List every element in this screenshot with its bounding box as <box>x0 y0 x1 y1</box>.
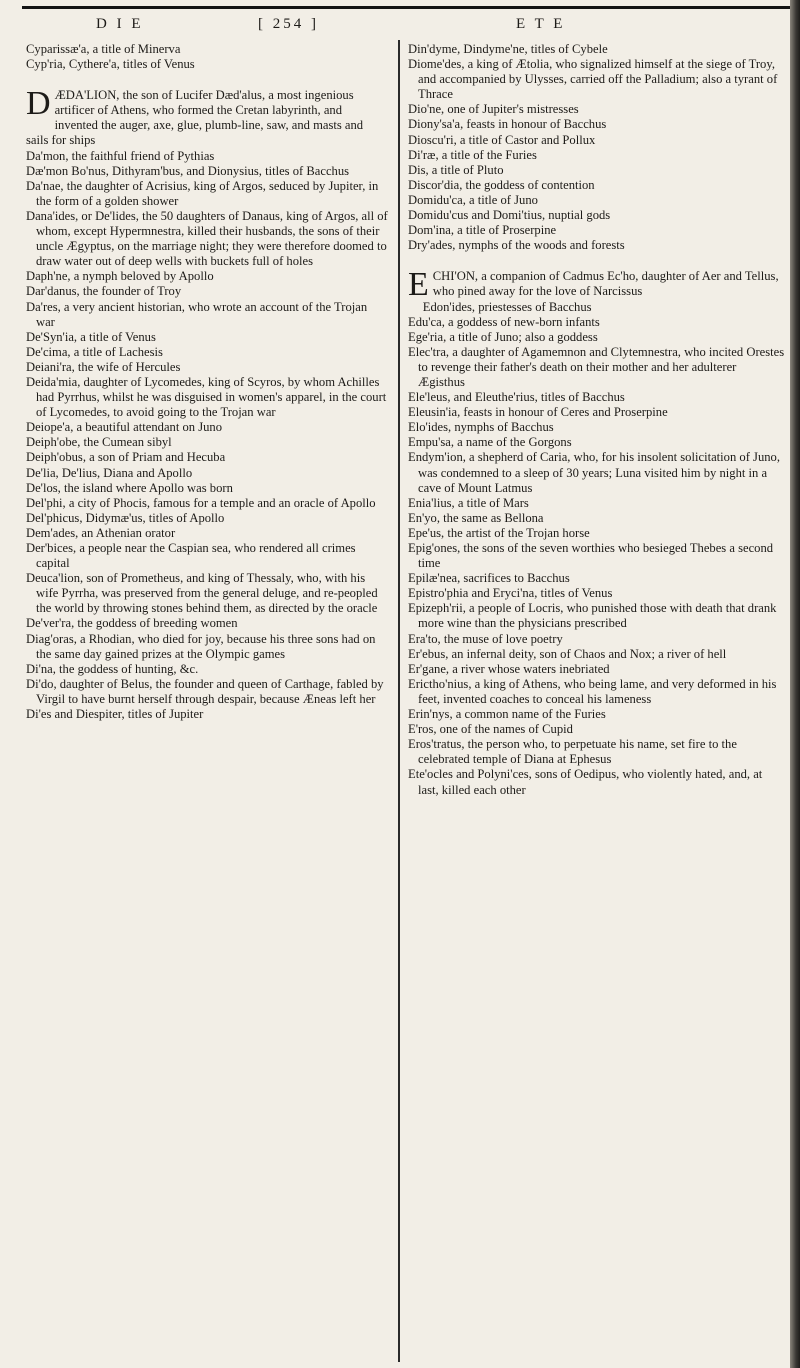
entry: Dry'ades, nymphs of the woods and forests <box>408 238 625 253</box>
entry: Er'gane, a river whose waters inebriated <box>408 661 610 676</box>
entry: Dana'ides, or De'lides, the 50 daughters of Danaus, king of Argos, all of whom, except Hypermnestra, killed their husbands, the sons of their uncle Ægyptus, on the marriage night; they were therefore doomed to draw water out of deep wells with buckets full of holes <box>26 208 388 269</box>
entry: Epig'ones, the sons of the seven worthies who besieged Thebes a second time <box>408 541 774 571</box>
entry: Ete'ocles and Polyni'ces, sons of Oedipus, who violently hated, and, at last, killed each other <box>408 767 763 797</box>
entry: Enia'lius, a title of Mars <box>408 495 529 510</box>
entry: Epilæ'nea, sacrifices to Bacchus <box>408 571 570 586</box>
entry: Era'to, the muse of love poetry <box>408 631 563 646</box>
running-head-right: E T E <box>516 16 566 32</box>
entry: Da'mon, the faithful friend of Pythias <box>26 148 215 163</box>
entry: Cyp'ria, Cythere'a, titles of Venus <box>26 57 195 72</box>
right-entries-before <box>408 42 786 253</box>
entry: Epe'us, the artist of the Trojan horse <box>408 525 590 540</box>
entry: Dioscu'ri, a title of Castor and Pollux <box>408 132 596 147</box>
left-column <box>26 42 388 722</box>
section-lead-e <box>408 266 786 304</box>
entry: Deuca'lion, son of Prometheus, and king of Thessaly, who, with his wife Pyrrha, was preserved from the general deluge, and re-peopled the world by throwing stones behind them, as directed by the oracle <box>26 571 378 616</box>
entry: Erin'nys, a common name of the Furies <box>408 707 606 722</box>
entry: Ele'leus, and Eleuthe'rius, titles of Bacchus <box>408 390 625 405</box>
entry: Di'na, the goddess of hunting, &c. <box>26 661 199 676</box>
running-head-left: D I E <box>96 16 144 32</box>
entry: Discor'dia, the goddess of contention <box>408 177 595 192</box>
column-divider <box>398 40 400 1362</box>
left-entries <box>26 149 388 723</box>
entry: De'Syn'ia, a title of Venus <box>26 329 156 344</box>
running-head <box>0 16 800 38</box>
entry: Elec'tra, a daughter of Agamemnon and Clytemnestra, who incited Orestes to revenge their father's death on their mother and her adulterer Ægisthus <box>408 344 785 389</box>
entry: Di'es and Diespiter, titles of Jupiter <box>26 707 204 722</box>
entry: Deida'mia, daughter of Lycomedes, king of Scyros, by whom Achilles had Pyrrhus, whilst he was disguised in women's apparel, in the court of Lycomedes, to avoid going to the Trojan war <box>26 374 387 420</box>
section-lead-text: CHI'ON, a companion of Cadmus Ec'ho, daughter of Aer and Tellus, who pined away for the love of Narcissus <box>432 269 779 299</box>
entry: Diony'sa'a, feasts in honour of Bacchus <box>408 117 607 132</box>
entry: Del'phicus, Didymæ'us, titles of Apollo <box>26 510 225 525</box>
entry: Deiph'obus, a son of Priam and Hecuba <box>26 450 226 465</box>
page-number: [ 254 ] <box>258 16 319 32</box>
entry: Epistro'phia and Eryci'na, titles of Venus <box>408 586 613 601</box>
entry: Diome'des, a king of Ætolia, who signalized himself at the siege of Troy, and accompanied by Ulysses, carried off the Palladium; also a tyrant of Thrace <box>408 57 778 102</box>
entry: Domidu'cus and Domi'tius, nuptial gods <box>408 208 611 223</box>
entry: Elo'ides, nymphs of Bacchus <box>408 420 554 435</box>
entry: Di'ræ, a title of the Furies <box>408 147 537 162</box>
entry: Ege'ria, a title of Juno; also a goddess <box>408 329 598 344</box>
entry: E'ros, one of the names of Cupid <box>408 722 573 737</box>
entry: Dem'ades, an Athenian orator <box>26 525 176 540</box>
drop-cap-d: D <box>26 85 51 123</box>
entry: De'cima, a title of Lachesis <box>26 344 163 359</box>
section-lead-d <box>26 85 388 148</box>
drop-cap-e: E <box>408 266 429 304</box>
entry: Empu'sa, a name of the Gorgons <box>408 435 572 450</box>
entry: De'los, the island where Apollo was born <box>26 480 233 495</box>
entry: De'ver'ra, the goddess of breeding women <box>26 616 238 631</box>
entry: Dar'danus, the founder of Troy <box>26 284 182 299</box>
right-entries <box>408 300 786 798</box>
entry: Dæ'mon Bo'nus, Dithyram'bus, and Dionysius, titles of Bacchus <box>26 163 350 178</box>
entry: Erictho'nius, a king of Athens, who being lame, and very deformed in his feet, invented coaches to conceal his lameness <box>408 676 777 706</box>
entry: Edu'ca, a goddess of new-born infants <box>408 314 600 329</box>
entry: Din'dyme, Dindyme'ne, titles of Cybele <box>408 42 608 56</box>
entry: Endym'ion, a shepherd of Caria, who, for his insolent solicitation of Juno, was condemned to a sleep of 30 years; Luna visited him by night in a cave of Mount Latmus <box>408 450 780 495</box>
entry: De'lia, De'lius, Diana and Apollo <box>26 465 193 480</box>
section-lead-text: ÆDA'LION, the son of Lucifer Dæd'alus, a most ingenious artificer of Athens, who formed the Cretan labyrinth, and invented the auger, axe, glue, plumb-line, saw, and masts and sails for ships <box>26 88 364 148</box>
entry: Dom'ina, a title of Proserpine <box>408 223 557 238</box>
entry: Dis, a title of Pluto <box>408 162 504 177</box>
entry: Cyparissæ'a, a title of Minerva <box>26 42 181 56</box>
entry: Diag'oras, a Rhodian, who died for joy, because his three sons had on the same day gained prizes at the Olympic games <box>26 631 376 661</box>
entry: Daph'ne, a nymph beloved by Apollo <box>26 269 214 284</box>
page-edge-shadow <box>790 0 800 1368</box>
entry: Domidu'ca, a title of Juno <box>408 192 538 207</box>
entry: Di'do, daughter of Belus, the founder and queen of Carthage, fabled by Virgil to have burnt herself through despair, because Æneas left her <box>26 676 384 706</box>
entry: Eros'tratus, the person who, to perpetuate his name, set fire to the celebrated temple of Diana at Ephesus <box>408 737 737 767</box>
entry: En'yo, the same as Bellona <box>408 510 544 525</box>
entry: Da'nae, the daughter of Acrisius, king of Argos, seduced by Jupiter, in the form of a golden shower <box>26 178 379 208</box>
entry: Deiph'obe, the Cumean sibyl <box>26 435 172 450</box>
entry: Dio'ne, one of Jupiter's mistresses <box>408 102 579 117</box>
entry: Da'res, a very ancient historian, who wrote an account of the Trojan war <box>26 299 368 329</box>
entry: Deiope'a, a beautiful attendant on Juno <box>26 420 223 435</box>
entry: Edon'ides, priestesses of Bacchus <box>422 299 592 314</box>
entry: Epizeph'rii, a people of Locris, who punished those with death that drank more wine than the physicians prescribed <box>408 601 777 631</box>
entry: Deiani'ra, the wife of Hercules <box>26 359 181 374</box>
entry: Eleusin'ia, feasts in honour of Ceres and Proserpine <box>408 405 668 420</box>
entry: Der'bices, a people near the Caspian sea, who rendered all crimes capital <box>26 541 356 571</box>
right-column <box>408 42 786 798</box>
entry: Del'phi, a city of Phocis, famous for a temple and an oracle of Apollo <box>26 495 376 510</box>
entry: Er'ebus, an infernal deity, son of Chaos and Nox; a river of hell <box>408 646 727 661</box>
top-rule <box>22 6 792 9</box>
